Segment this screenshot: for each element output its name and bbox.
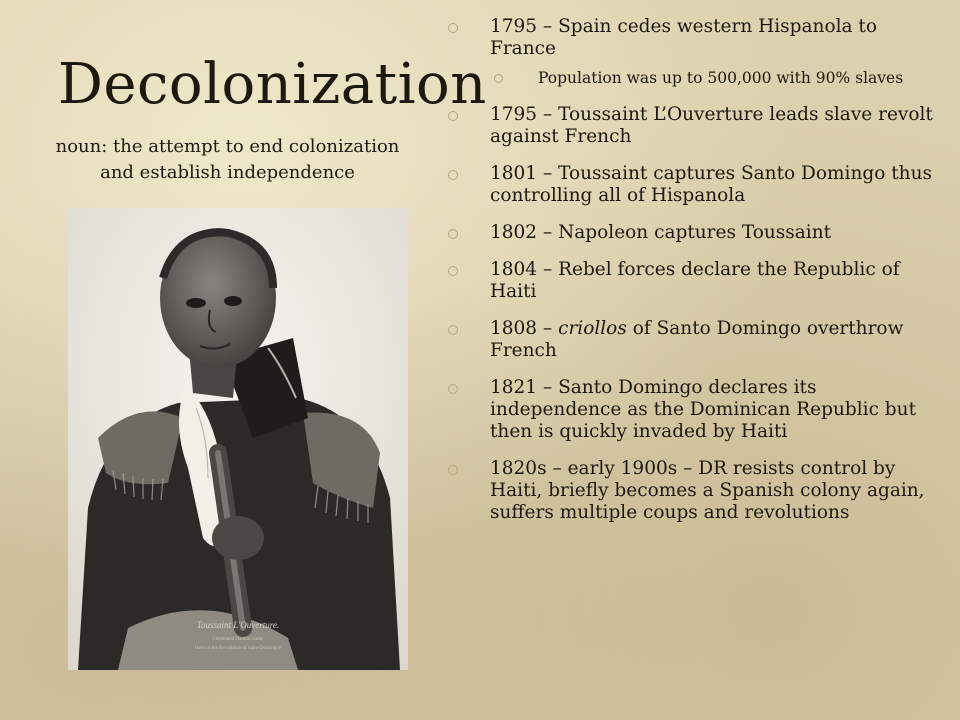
timeline-subtext: Population was up to 500,000 with 90% slaves	[538, 69, 904, 87]
portrait-caption-name: Toussaint L'Ouverture.	[196, 620, 280, 630]
portrait-caption-sub2: Hero of the Revolution of Saint-Domingue	[195, 646, 281, 651]
timeline-item	[446, 259, 936, 303]
timeline-text: 1795 – Spain cedes western Hispanola to France	[490, 16, 877, 59]
slide-title: Decolonization	[58, 52, 487, 117]
timeline-text: 1795 – Toussaint L’Ouverture leads slave revolt against French	[490, 104, 933, 147]
portrait-caption-sub1: Celebrated Haitian leader	[212, 637, 264, 642]
bullet-circle-icon	[448, 325, 458, 335]
timeline-text: 1821 – Santo Domingo declares its independence as the Dominican Republic but then is quickly invaded by Haiti	[490, 377, 916, 442]
bullet-circle-icon	[448, 266, 458, 276]
timeline-text-pre: 1808 –	[490, 318, 559, 339]
bullet-circle-icon	[448, 465, 458, 475]
timeline-subitem	[446, 69, 936, 87]
timeline-text: 1801 – Toussaint captures Santo Domingo thus controlling all of Hispanola	[490, 163, 932, 206]
bullet-circle-icon	[494, 74, 503, 83]
timeline-text: 1820s – early 1900s – DR resists control by Haiti, briefly becomes a Spanish colony again, suffers multiple coups and revolutions	[490, 458, 925, 523]
timeline-item	[446, 458, 936, 524]
timeline-item	[446, 163, 936, 207]
bullet-circle-icon	[448, 23, 458, 33]
timeline-text: 1802 – Napoleon captures Toussaint	[490, 222, 832, 243]
definition-text: noun: the attempt to end colonization and establish independence	[55, 136, 400, 183]
timeline-item	[446, 104, 936, 148]
timeline-text-italic: criollos	[558, 318, 627, 339]
timeline-text-post: of Santo Domingo overthrow French	[490, 318, 904, 361]
bullet-circle-icon	[448, 170, 458, 180]
portrait-engraving	[68, 208, 408, 670]
timeline-item	[446, 318, 936, 362]
timeline-item	[446, 377, 936, 443]
timeline-item	[446, 222, 936, 244]
portrait-image	[68, 208, 408, 670]
bullet-circle-icon	[448, 384, 458, 394]
timeline-item	[446, 16, 936, 60]
bullet-circle-icon	[448, 229, 458, 239]
timeline-text: 1804 – Rebel forces declare the Republic of Haiti	[490, 259, 900, 302]
bullet-circle-icon	[448, 111, 458, 121]
timeline-list	[446, 16, 936, 539]
